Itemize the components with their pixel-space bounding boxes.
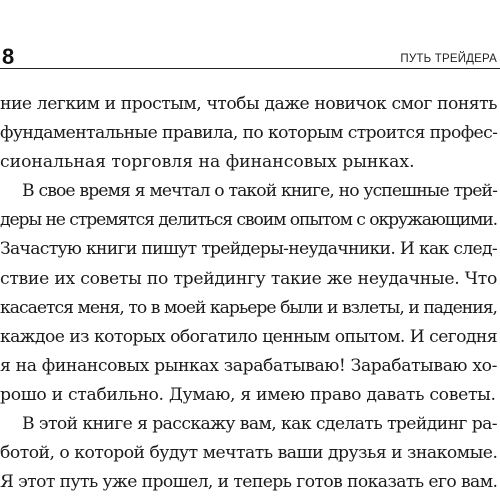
text-line: деры не стремятся делиться своим опытом с окружающими. bbox=[0, 210, 497, 231]
text-line: ствие их советы по трейдингу такие же неудачные. Что bbox=[0, 268, 497, 289]
text-line: Зачастую книги пишут трейдеры-неудачники. И как след- bbox=[0, 239, 497, 260]
page-number: 8 bbox=[2, 44, 15, 69]
header-rule bbox=[0, 68, 500, 69]
body-text bbox=[0, 90, 500, 497]
text-line: сиональная торговля на финансовых рынках. bbox=[0, 152, 415, 173]
text-line: ботой, о которой будут мечтать ваши друзья и знакомые. bbox=[0, 443, 498, 464]
text-line: В этой книге я расскажу вам, как сделать трейдинг ра- bbox=[22, 414, 497, 435]
running-header bbox=[0, 30, 500, 69]
text-line: В свое время я мечтал о такой книге, но успешные трей- bbox=[22, 181, 497, 202]
text-line: я на финансовых рынках зарабатываю! Зарабатываю хо- bbox=[0, 355, 497, 376]
text-line: ние легким и простым, чтобы даже новичок смог понять bbox=[0, 94, 497, 114]
text-line: каждое из которых обогатило ценным опытом. И сегодня bbox=[0, 326, 497, 347]
text-line: касается меня, то в моей карьере были и взлеты, и падения, bbox=[0, 297, 497, 318]
text-line: фундаментальные правила, по которым строится профес- bbox=[0, 123, 498, 144]
text-line: рошо и стабильно. Думаю, я имею право давать советы. bbox=[0, 384, 496, 405]
text-line: Я этот путь уже прошел, и теперь готов показать его вам. bbox=[0, 472, 498, 493]
running-title: ПУТЬ ТРЕЙДЕРА bbox=[400, 53, 497, 65]
